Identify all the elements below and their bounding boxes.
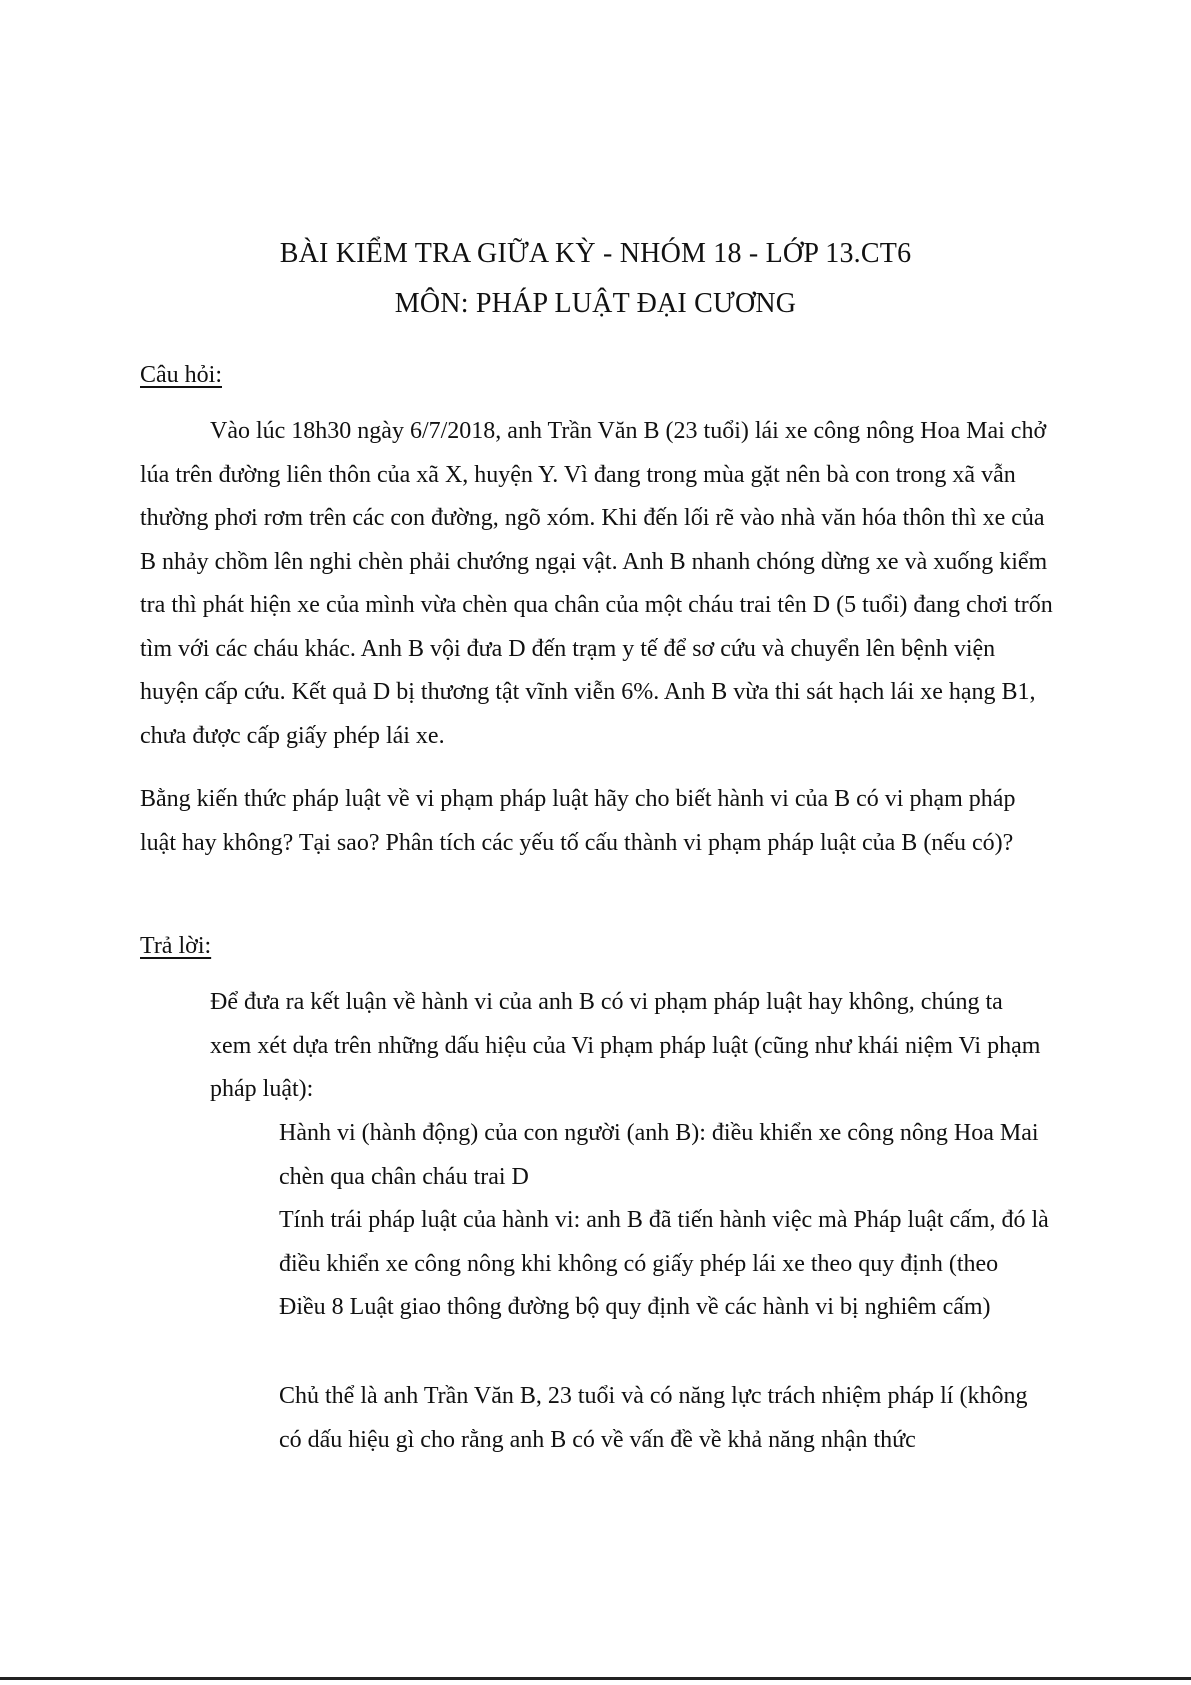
sub-point-item — [279, 1112, 1049, 1199]
sub-point-item — [279, 1375, 1049, 1462]
sub-point-text: Chủ thể là anh Trần Văn B, 23 tuổi và có năng lực trách nhiệm pháp lí (không có dấu hiệu gì cho rằng anh B có về vấn đề về khả năng nhận thức — [279, 1383, 1028, 1453]
document-title: BÀI KIỂM TRA GIỮA KỲ - NHÓM 18 - LỚP 13.CT6 — [279, 238, 912, 269]
sub-point-text: Tính trái pháp luật của hành vi: anh B đã tiến hành việc mà Pháp luật cấm, đó là điều khiển xe công nông khi không có giấy phép lái xe theo quy định (theo Điều 8 Luật giao thông đường bộ quy định về các hành vi bị nghiêm cấm) — [279, 1207, 1049, 1320]
page-bottom-border — [0, 1677, 1191, 1680]
question-label: Câu hỏi: — [140, 362, 222, 388]
question-paragraph: Vào lúc 18h30 ngày 6/7/2018, anh Trần Văn B (23 tuổi) lái xe công nông Hoa Mai chở lúa trên đường liên thôn của xã X, huyện Y. Vì đang trong mùa gặt nên bà con trong xã vẫn thường phơi rơm trên các con đường, ngõ xóm. Khi đến lối rẽ vào nhà văn hóa thôn thì xe của B nhảy chồm lên nghi chèn phải chướng ngại vật. Anh B nhanh chóng dừng xe và xuống kiểm tra thì phát hiện xe của mình vừa chèn qua chân của một cháu trai tên D (5 tuổi) đang chơi trốn tìm với các cháu khác. Anh B vội đưa D đến trạm y tế để sơ cứu và chuyển lên bệnh viện huyện cấp cứu. Kết quả D bị thương tật vĩnh viễn 6%. Anh B vừa thi sát hạch lái xe hạng B1, chưa được cấp giấy phép lái xe. — [140, 418, 1053, 749]
sub-point-text: Hành vi (hành động) của con người (anh B): điều khiển xe công nông Hoa Mai chèn qua chân cháu trai D — [279, 1120, 1039, 1190]
document-subtitle: MÔN: PHÁP LUẬT ĐẠI CƯƠNG — [394, 288, 797, 319]
question-prompt: Bằng kiến thức pháp luật về vi phạm pháp luật hãy cho biết hành vi của B có vi phạm pháp luật hay không? Tại sao? Phân tích các yếu tố cấu thành vi phạm pháp luật của B (nếu có)? — [140, 786, 1016, 856]
answer-intro-text: Để đưa ra kết luận về hành vi của anh B có vi phạm pháp luật hay không, chúng ta xem xét dựa trên những dấu hiệu của Vi phạm pháp luật (cũng như khái niệm Vi phạm pháp luật): — [210, 989, 1041, 1102]
answer-intro-item — [210, 981, 1050, 1112]
answer-label: Trả lời: — [140, 933, 212, 959]
sub-point-item — [279, 1199, 1049, 1330]
